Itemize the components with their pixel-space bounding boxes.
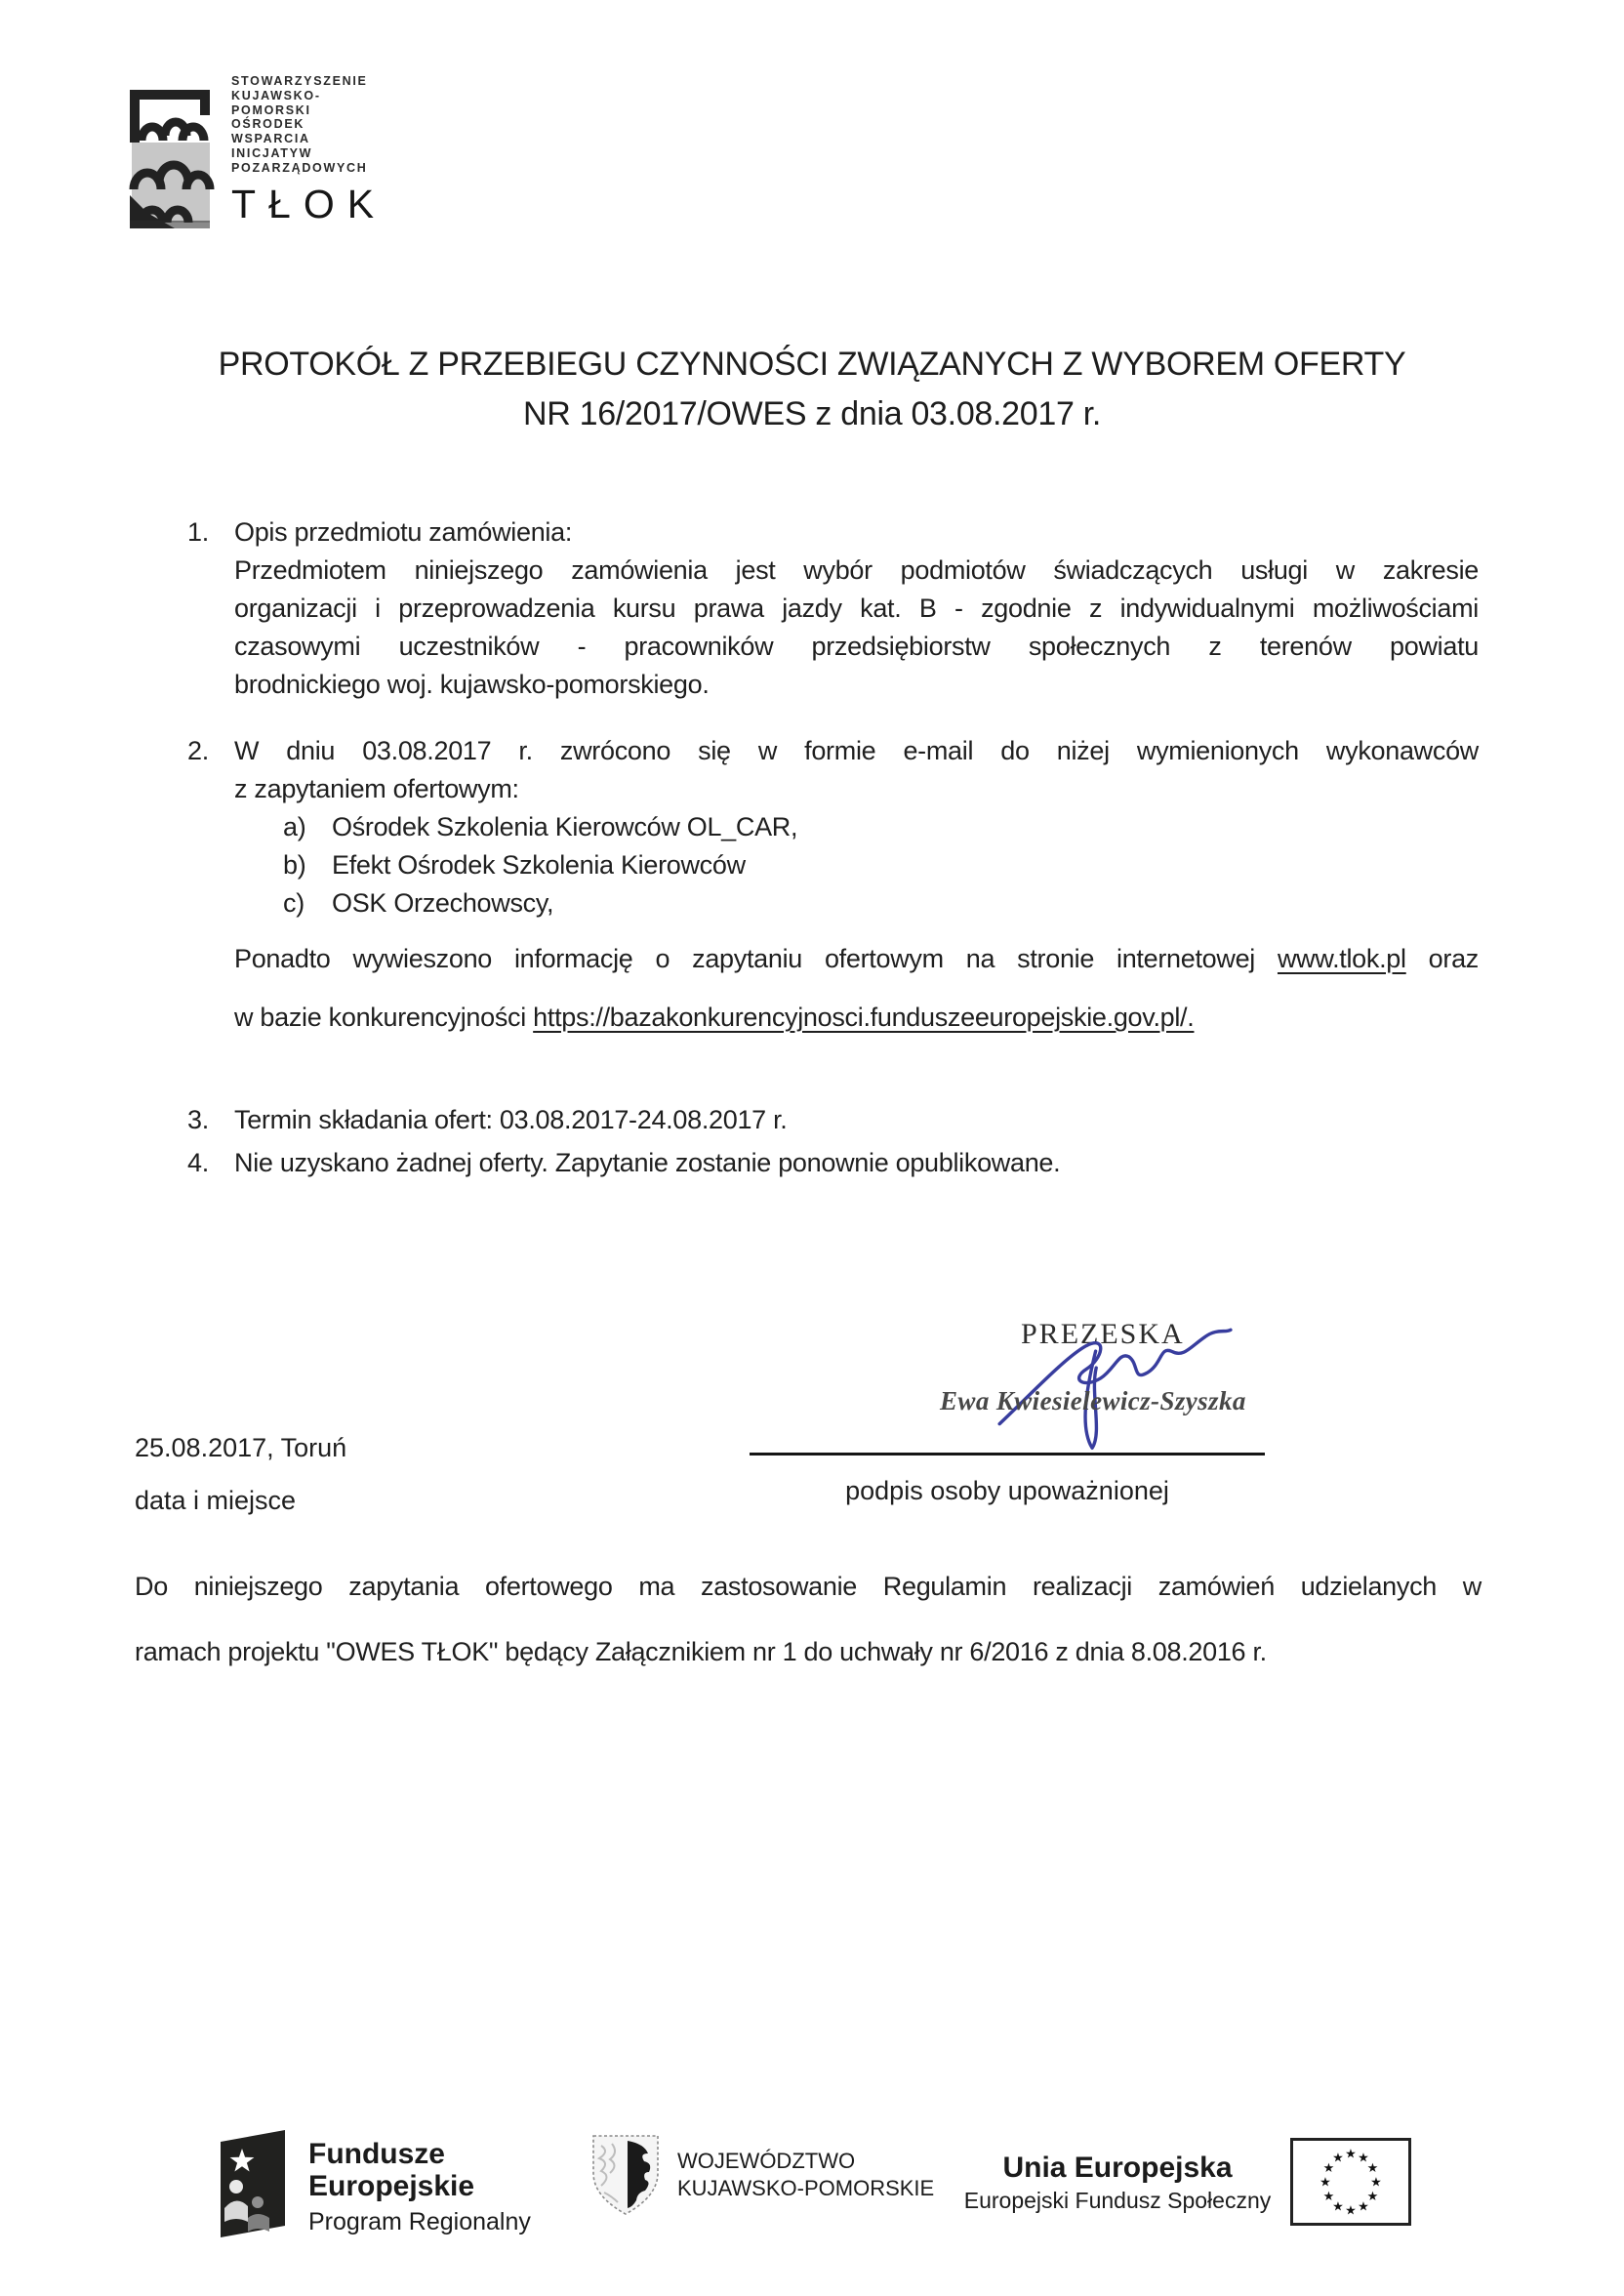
sub-item [234, 808, 1479, 846]
body-line: organizacji i przeprowadzenia kursu prawa jazdy kat. B - zgodnie z indywidualnymi możliwościami [234, 594, 1479, 623]
fundusze-europejskie-text [308, 2138, 531, 2236]
item-number: 3. [187, 1105, 209, 1134]
document-title [0, 340, 1624, 439]
svg-text:★: ★ [1320, 2175, 1331, 2191]
svg-text:★: ★ [1332, 2151, 1344, 2166]
svg-text:★: ★ [1366, 2190, 1379, 2204]
woj-line2: KUJAWSKO-POMORSKIE [677, 2176, 935, 2200]
list-item-3 [187, 1101, 1479, 1139]
sub-item-label: c) [283, 888, 304, 918]
item1-heading: Opis przedmiotu zamówienia: [234, 517, 573, 547]
date-place: 25.08.2017, Toruń [135, 1433, 347, 1462]
list-item-4 [187, 1144, 1479, 1182]
tlok-logo-icon [120, 80, 216, 228]
org-name-line: INICJATYW [231, 145, 313, 160]
signature-caption: podpis osoby upoważnionej [845, 1476, 1169, 1505]
stamp-name: Ewa Kwiesielewicz-Szyszka [940, 1386, 1246, 1415]
date-place-caption: data i miejsce [135, 1486, 297, 1515]
wojewodztwo-text [677, 2148, 934, 2202]
ponadto-paragraph [234, 929, 1479, 1046]
org-name-line: OŚRODEK [231, 117, 305, 132]
svg-text:★: ★ [1366, 2161, 1379, 2176]
list-item-1 [187, 513, 1479, 704]
body-line: Nie uzyskano żadnej oferty. Zapytanie zostanie ponownie opublikowane. [234, 1148, 1061, 1177]
svg-text:★: ★ [1322, 2190, 1335, 2204]
body-line: brodnickiego woj. kujawsko-pomorskiego. [234, 670, 710, 699]
item-number: 2. [187, 736, 209, 765]
org-name-line: POZARZĄDOWYCH [231, 160, 368, 175]
sub-item [234, 884, 1479, 922]
unia-europejska-text [961, 2152, 1274, 2214]
signature-line [750, 1453, 1265, 1456]
coat-of-arms-icon [588, 2132, 664, 2218]
svg-text:★: ★ [1332, 2199, 1344, 2215]
svg-text:★: ★ [1345, 2147, 1357, 2162]
ponadto-text: oraz [1405, 944, 1479, 973]
body-line: Do niniejszego zapytania ofertowego ma zastosowanie Regulamin realizacji zamówień udzielanych w [135, 1572, 1482, 1601]
svg-text:★: ★ [1322, 2161, 1335, 2176]
eu-line1: Unia Europejska [1002, 2152, 1233, 2184]
body-line [234, 929, 1479, 988]
sub-item-text: Ośrodek Szkolenia Kierowców OL_CAR, [332, 812, 798, 841]
svg-text:★: ★ [1358, 2151, 1369, 2166]
list-item-2 [187, 732, 1479, 922]
item-number: 1. [187, 517, 209, 547]
body-line: Termin składania ofert: 03.08.2017-24.08.2017 r. [234, 1105, 788, 1134]
fe-line1: Fundusze [308, 2138, 445, 2170]
stamp-title: PREZESKA [1021, 1318, 1185, 1350]
body-line: W dniu 03.08.2017 r. zwrócono się w formie e-mail do niżej wymienionych wykonawców [234, 736, 1479, 765]
fe-line3: Program Regionalny [308, 2208, 531, 2235]
sub-item-label: a) [283, 812, 306, 841]
svg-text:★: ★ [1358, 2199, 1369, 2215]
body-line: z zapytaniem ofertowym: [234, 774, 519, 803]
fe-line2: Europejskie [308, 2170, 475, 2202]
ponadto-text: w bazie konkurencyjności [234, 1003, 534, 1032]
sub-item-label: b) [283, 850, 306, 880]
sub-item-text: Efekt Ośrodek Szkolenia Kierowców [332, 850, 746, 880]
body-line: ramach projektu "OWES TŁOK" będący Załącznikiem nr 1 do uchwały nr 6/2016 z dnia 8.08.2016 r. [135, 1637, 1267, 1666]
eu-flag-icon [1290, 2138, 1411, 2226]
org-name-line: POMORSKI [231, 102, 311, 117]
ponadto-text: Ponadto wywieszono informację o zapytaniu ofertowym na stronie internetowej [234, 944, 1278, 973]
item-number: 4. [187, 1148, 209, 1177]
svg-text:★: ★ [1370, 2175, 1382, 2191]
link-tlok-pl: www.tlok.pl [1277, 944, 1406, 973]
body-line: Przedmiotem niniejszego zamówienia jest wybór podmiotów świadczących usługi w zakresie [234, 555, 1479, 585]
document-title-line2: NR 16/2017/OWES z dnia 03.08.2017 r. [522, 395, 1102, 432]
fundusze-europejskie-flag-icon [213, 2124, 293, 2239]
sub-item [234, 846, 1479, 884]
body-line [234, 988, 1479, 1046]
org-name-line: KUJAWSKO- [231, 88, 321, 102]
body-line: czasowymi uczestników - pracowników przedsiębiorstw społecznych z terenów powiatu [234, 632, 1479, 661]
svg-text:★: ★ [1345, 2203, 1357, 2219]
document-title-line1: PROTOKÓŁ Z PRZEBIEGU CZYNNOŚCI ZWIĄZANYCH Z WYBOREM OFERTY [218, 346, 1406, 383]
link-baza-konkurencyjnosci: https://bazakonkurencyjnosci.funduszeeuropejskie.gov.pl/. [533, 1003, 1195, 1032]
closing-paragraph [135, 1554, 1482, 1685]
sub-item-text: OSK Orzechowscy, [332, 888, 554, 918]
org-name-line: STOWARZYSZENIE [231, 74, 368, 88]
org-name-line: WSPARCIA [231, 132, 310, 146]
woj-line1: WOJEWÓDZTWO [677, 2149, 856, 2173]
tlok-crowd-icon [120, 80, 216, 228]
tlok-logo-text [231, 74, 386, 227]
tlok-acronym: TŁOK [231, 181, 387, 226]
eu-line2: Europejski Fundusz Społeczny [963, 2188, 1272, 2213]
